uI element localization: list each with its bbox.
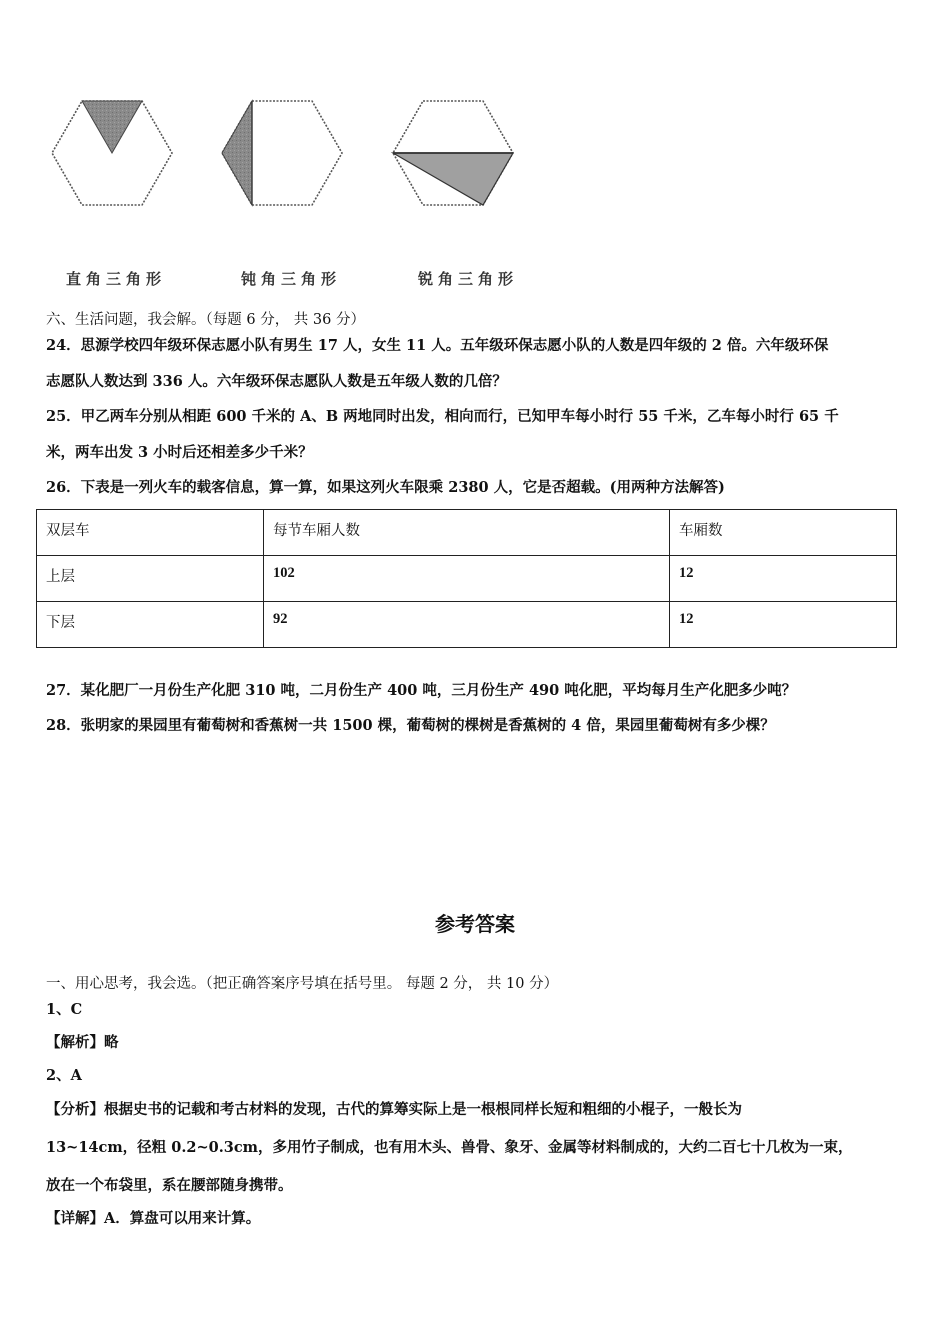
hexagon-obtuse-triangle	[222, 101, 342, 205]
table-header-cell: 每节车厢人数	[264, 510, 670, 556]
table-row	[37, 556, 897, 602]
table-cell: 12	[670, 602, 897, 648]
hexagon-acute-triangle	[393, 101, 513, 205]
table-header-cell: 车厢数	[670, 510, 897, 556]
table-header-cell: 双层车	[37, 510, 264, 556]
question-28: 28．张明家的果园里有葡萄树和香蕉树一共 1500 棵，葡萄树的棵树是香蕉树的 4 倍，果园里葡萄树有多少棵？	[46, 717, 775, 734]
table-cell: 下层	[37, 602, 264, 648]
table-cell: 12	[670, 556, 897, 602]
figure-label-acute-triangle: 锐角三角形	[418, 270, 519, 288]
answer-2: 2、A	[46, 1067, 82, 1084]
section6-heading: 六、生活问题，我会解。（每题 6 分， 共 36 分）	[46, 312, 365, 328]
answer-2-analysis-line2: 13~14cm，径粗 0.2~0.3cm，多用竹子制成，也有用木头、兽骨、象牙、金属等材料制成的，大约二百七十几枚为一束，	[46, 1139, 853, 1156]
hexagon-figures	[0, 0, 950, 300]
question-24-line2: 志愿队人数达到 336 人。六年级环保志愿队人数是五年级人数的几倍？	[46, 373, 507, 390]
question-25-line1: 25．甲乙两车分别从相距 600 千米的 A、B 两地同时出发，相向而行，已知甲车每小时行 55 千米，乙车每小时行 65 千	[46, 408, 839, 425]
table-cell: 92	[264, 602, 670, 648]
hexagon-right-triangle	[52, 101, 172, 205]
answer-1-analysis: 【解析】略	[46, 1034, 119, 1051]
answer-2-detail: 【详解】A．算盘可以用来计算。	[46, 1210, 261, 1227]
train-capacity-table	[36, 509, 897, 648]
answer-2-analysis-line3: 放在一个布袋里，系在腰部随身携带。	[46, 1177, 293, 1194]
answer-key-title: 参考答案	[435, 912, 515, 936]
question-24-line1: 24．思源学校四年级环保志愿小队有男生 17 人，女生 11 人。五年级环保志愿小队的人数是四年级的 2 倍。六年级环保	[46, 337, 829, 354]
table-cell: 上层	[37, 556, 264, 602]
answer-1: 1、C	[46, 1001, 83, 1018]
table-header-row	[37, 510, 897, 556]
table-cell: 102	[264, 556, 670, 602]
question-26-line1: 26．下表是一列火车的载客信息，算一算，如果这列火车限乘 2380 人，它是否超载。(用两种方法解答)	[46, 479, 725, 496]
answer-2-analysis-line1: 【分析】根据史书的记载和考古材料的发现，古代的算筹实际上是一根根同样长短和粗细的小棍子，一般长为	[46, 1101, 742, 1118]
question-25-line2: 米，两车出发 3 小时后还相差多少千米？	[46, 444, 313, 461]
answers-section1-heading: 一、用心思考，我会选。（把正确答案序号填在括号里。 每题 2 分， 共 10 分）	[46, 976, 559, 992]
question-27: 27．某化肥厂一月份生产化肥 310 吨，二月份生产 400 吨，三月份生产 490 吨化肥，平均每月生产化肥多少吨？	[46, 682, 797, 699]
figure-label-obtuse-triangle: 钝角三角形	[241, 270, 342, 288]
table-row	[37, 602, 897, 648]
figure-label-right-triangle: 直角三角形	[66, 270, 167, 288]
hexagon-figures-graphic	[0, 0, 950, 300]
